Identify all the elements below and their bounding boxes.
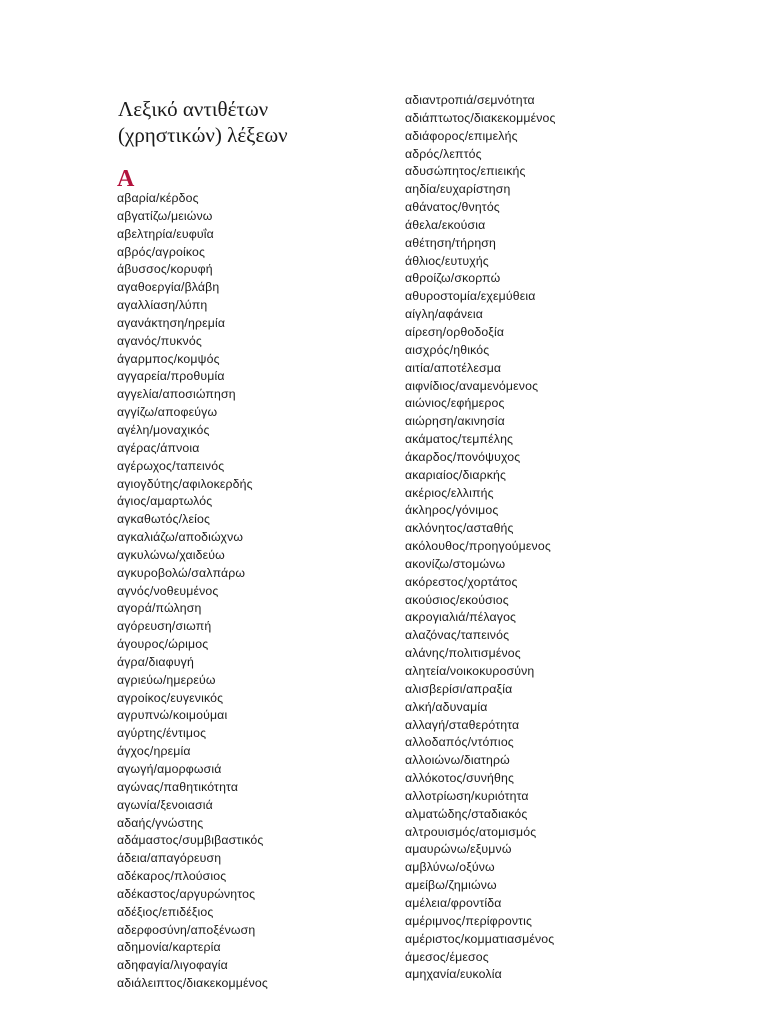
antonym-pair: άγχος/ηρεμία (117, 744, 191, 759)
antonym-pair: αδιάπτωτος/διακεκομμένος (405, 110, 556, 125)
antonym-pair: αδέκαστος/αργυρώνητος (117, 886, 256, 901)
antonym-pair: αμηχανία/ευκολία (405, 967, 502, 982)
antonym-pair: αθροίζω/σκορπώ (405, 271, 501, 286)
antonym-pair: άκαρδος/πονόψυχος (405, 449, 521, 464)
antonym-pair: αγανάκτηση/ηρεμία (117, 315, 226, 330)
antonym-pair: αγγαρεία/προθυμία (117, 369, 225, 384)
antonym-pair: άβυσσος/κορυφή (117, 262, 213, 277)
antonym-pair: αμέλεια/φροντίδα (405, 895, 502, 910)
antonym-pair: αγγίζω/αποφεύγω (117, 405, 218, 420)
antonym-pair: αθυροστομία/εχεμύθεια (405, 289, 536, 304)
antonym-pair: αβελτηρία/ευφυΐα (117, 226, 214, 241)
antonym-pair: αμείβω/ζημιώνω (405, 878, 497, 893)
antonym-pair: αδερφοσύνη/αποξένωση (117, 922, 256, 937)
antonym-pair: αδηφαγία/λιγοφαγία (117, 958, 228, 973)
antonym-pair: αδρός/λεπτός (405, 146, 482, 161)
antonym-pair: αγκαθωτός/λείος (117, 512, 211, 527)
antonym-pair: άγρα/διαφυγή (117, 654, 194, 669)
antonym-pair: αλλοτρίωση/κυριότητα (405, 788, 529, 803)
page-title-line-1: Λεξικό αντιθέτων (118, 97, 269, 121)
antonym-pair: ακλόνητος/ασταθής (405, 521, 514, 536)
antonym-pair: ακαριαίος/διαρκής (405, 467, 507, 482)
antonym-pair: αλματώδης/σταδιακός (405, 806, 528, 821)
antonym-pair: άθλιος/ευτυχής (405, 253, 489, 268)
antonym-pair: αλκή/αδυναμία (405, 699, 488, 714)
antonym-pair: αδιάφορος/επιμελής (405, 128, 518, 143)
antonym-pair: άκληρος/γόνιμος (405, 503, 499, 518)
antonym-pair: αγιογδύτης/αφιλοκερδής (117, 476, 253, 491)
antonym-pair: αγρυπνώ/κοιμούμαι (117, 708, 228, 723)
antonym-pair: αμαυρώνω/εξυμνώ (405, 842, 512, 857)
antonym-pair: ακάματος/τεμπέλης (405, 432, 514, 447)
antonym-pair: αμέριμνος/περίφροντις (405, 913, 533, 928)
antonym-pair: αγορά/πώληση (117, 601, 202, 616)
antonym-pair: αγέρωχος/ταπεινός (117, 458, 225, 473)
antonym-pair: αλάνης/πολιτισμένος (405, 646, 521, 661)
antonym-pair: αγριεύω/ημερεύω (117, 672, 216, 687)
antonym-pair: αμβλύνω/οξύνω (405, 860, 495, 875)
antonym-pair: αδέξιος/επιδέξιος (117, 904, 214, 919)
antonym-pair: αγώνας/παθητικότητα (117, 779, 239, 794)
antonym-pair: αλλοιώνω/διατηρώ (405, 753, 510, 768)
antonym-pair: αιφνίδιος/αναμενόμενος (405, 378, 539, 393)
antonym-pair: αίγλη/αφάνεια (405, 307, 484, 322)
antonym-pair: αδιάλειπτος/διακεκομμένος (117, 976, 268, 991)
antonym-pair: αλλαγή/σταθερότητα (405, 717, 520, 732)
antonym-pair: αδημονία/καρτερία (117, 940, 221, 955)
antonym-pair: αγανός/πυκνός (117, 333, 202, 348)
antonym-pair: αλλόκοτος/συνήθης (405, 771, 515, 786)
antonym-pair: αθέτηση/τήρηση (405, 235, 497, 250)
antonym-pair: αδάμαστος/συμβιβαστικός (117, 833, 264, 848)
antonym-list-right (405, 92, 556, 984)
antonym-pair: αγαλλίαση/λύπη (117, 298, 208, 313)
antonym-pair: αγύρτης/έντιμος (117, 726, 207, 741)
antonym-pair: αδιαντροπιά/σεμνότητα (405, 93, 535, 107)
antonym-pair: αβαρία/κέρδος (117, 191, 199, 205)
antonym-pair: αγέλη/μοναχικός (117, 422, 210, 437)
page-title-line-2: (χρηστικών) λέξεων (118, 123, 288, 147)
antonym-pair: αβρός/αγροίκος (117, 244, 206, 259)
antonym-pair: αγνός/νοθευμένος (117, 583, 219, 598)
antonym-pair: αγέρας/άπνοια (117, 440, 200, 455)
antonym-pair: αηδία/ευχαρίστηση (405, 182, 511, 197)
antonym-pair: αγγελία/αποσιώπηση (117, 387, 236, 402)
antonym-pair: αδαής/γνώστης (117, 815, 204, 830)
antonym-pair: αδυσώπητος/επιεικής (405, 164, 526, 179)
antonym-pair: αιώνιος/εφήμερος (405, 396, 505, 411)
antonym-list-left (117, 190, 268, 993)
antonym-pair: ακέριος/ελλιπής (405, 485, 494, 500)
antonym-pair: άθελα/εκούσια (405, 217, 486, 232)
page-title (118, 96, 378, 148)
antonym-pair: ακονίζω/στομώνω (405, 556, 506, 571)
antonym-pair: άμεσος/έμεσος (405, 949, 489, 964)
antonym-pair: αδέκαρος/πλούσιος (117, 869, 227, 884)
antonym-pair: άδεια/απαγόρευση (117, 851, 222, 866)
antonym-pair: αμέριστος/κομματιασμένος (405, 931, 555, 946)
antonym-pair: αιώρηση/ακινησία (405, 414, 505, 429)
antonym-pair: αβγατίζω/μειώνω (117, 208, 213, 223)
antonym-pair: αθάνατος/θνητός (405, 200, 500, 215)
antonym-pair: ακόρεστος/χορτάτος (405, 574, 518, 589)
antonym-pair: ακούσιος/εκούσιος (405, 592, 509, 607)
antonym-pair: αίρεση/ορθοδοξία (405, 324, 505, 339)
antonym-pair: αλητεία/νοικοκυροσύνη (405, 664, 535, 678)
antonym-pair: αλτρουισμός/ατομισμός (405, 824, 537, 839)
antonym-pair: αιτία/αποτέλεσμα (405, 360, 502, 375)
antonym-pair: ακρογιαλιά/πέλαγος (405, 610, 517, 625)
antonym-pair: αγκαλιάζω/αποδιώχνω (117, 530, 244, 545)
antonym-pair: άγιος/αμαρτωλός (117, 494, 213, 509)
antonym-pair: αλλοδαπός/ντόπιος (405, 735, 514, 750)
antonym-pair: άγαρμπος/κομψός (117, 351, 220, 366)
antonym-pair: αλισβερίσι/απραξία (405, 681, 513, 696)
antonym-pair: αγκυροβολώ/σαλπάρω (117, 565, 246, 580)
antonym-pair: αγόρευση/σιωπή (117, 619, 212, 634)
antonym-pair: αισχρός/ηθικός (405, 342, 490, 357)
antonym-pair: ακόλουθος/προηγούμενος (405, 539, 551, 554)
antonym-pair: άγουρος/ώριμος (117, 637, 209, 652)
antonym-pair: αλαζόνας/ταπεινός (405, 628, 510, 643)
antonym-pair: αγωγή/αμορφωσιά (117, 762, 222, 776)
section-letter: Α (117, 166, 135, 192)
antonym-pair: αγωνία/ξενοιασιά (117, 797, 213, 812)
antonym-pair: αγκυλώνω/χαιδεύω (117, 547, 225, 562)
antonym-pair: αγαθοεργία/βλάβη (117, 280, 220, 295)
antonym-pair: αγροίκος/ευγενικός (117, 690, 224, 705)
